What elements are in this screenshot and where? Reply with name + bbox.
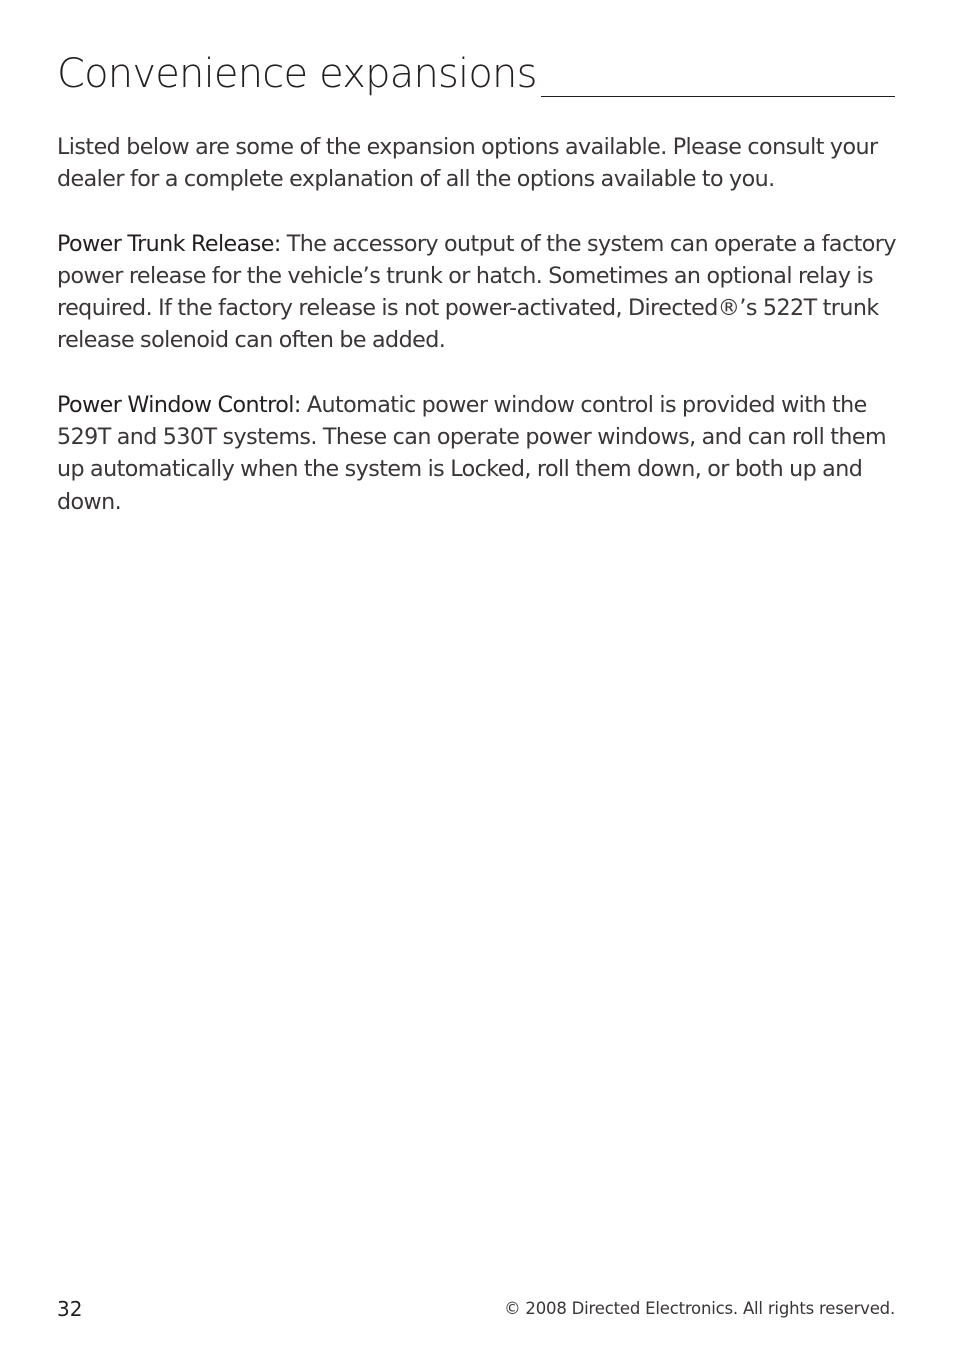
section-term: Power Window Control: [57,391,301,418]
intro-paragraph: Listed below are some of the expansion options available. Please consult your dealer for a complete explanation of all the options available to you. [57,134,878,193]
section-term: Power Trunk Release: [57,230,281,257]
page-header [57,52,895,97]
page-footer [57,1294,895,1324]
copyright-notice: © 2008 Directed Electronics. All rights reserved. [504,1299,895,1318]
page-title: Convenience expansions [57,50,541,98]
section-text: Automatic power window control is provided with the 529T and 530T systems. These can operate power windows, and can roll them up automatically when the system is Locked, roll them down, or both up and down. [57,391,887,515]
section-text: The accessory output of the system can operate a factory power release for the vehicle’s trunk or hatch. Sometimes an optional relay is required. If the factory release is not power-activated, Directed®’s 522T trunk release solenoid can often be added. [57,230,896,354]
page-content [57,131,897,550]
section-power-window-control [57,389,897,518]
section-power-trunk-release [57,228,897,357]
page-number: 32 [57,1297,83,1321]
